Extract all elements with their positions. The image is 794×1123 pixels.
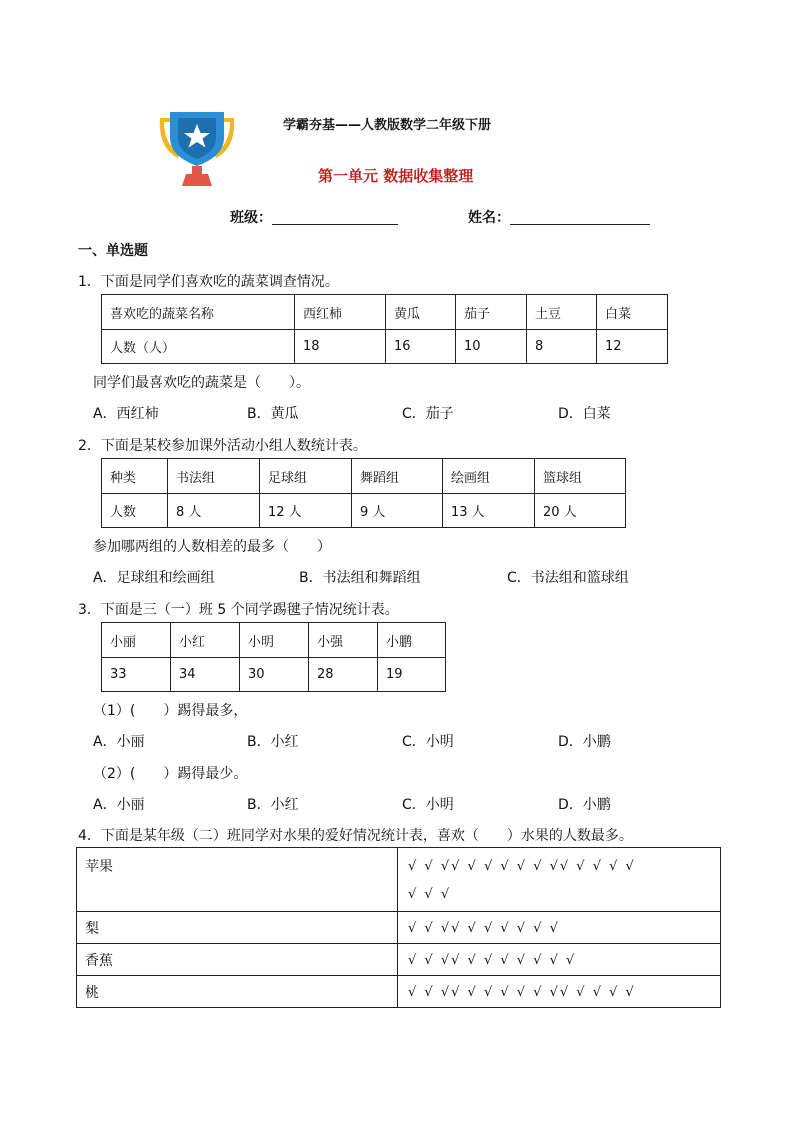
section-heading: 一、单选题	[78, 243, 148, 259]
table-cell: 茄子	[456, 295, 527, 330]
table-cell: 绘画组	[443, 459, 535, 494]
class-label: 班级：	[230, 210, 272, 226]
question-3-stem: 3．下面是三（一）班 5 个同学踢毽子情况统计表。	[78, 602, 399, 618]
table-cell: 舞蹈组	[352, 459, 443, 494]
q1-option-a[interactable]: A．西红柿	[93, 406, 159, 422]
table-cell: 8 人	[168, 494, 260, 528]
q2-option-b[interactable]: B．书法组和舞蹈组	[299, 570, 421, 586]
table-cell: 小红	[171, 623, 240, 658]
table-cell: 10	[456, 330, 527, 364]
table-cell: 人数	[102, 494, 168, 528]
table-cell: 白菜	[597, 295, 668, 330]
table-cell: 9 人	[352, 494, 443, 528]
question-2-prompt: 参加哪两组的人数相差的最多（ ）	[93, 539, 331, 555]
table-cell: 足球组	[260, 459, 352, 494]
tick-marks: √ √ √	[408, 886, 452, 902]
table-cell: 12	[597, 330, 668, 364]
q2-option-a[interactable]: A．足球组和绘画组	[93, 570, 215, 586]
table-cell: 20 人	[535, 494, 626, 528]
fruit-preference-table	[76, 847, 721, 1008]
table-cell: 小鹏	[378, 623, 446, 658]
table-cell: 30	[240, 658, 309, 692]
table-cell: 34	[171, 658, 240, 692]
q3-2-option-a[interactable]: A．小丽	[93, 797, 145, 813]
table-cell: 书法组	[168, 459, 260, 494]
tick-cell	[398, 912, 721, 944]
question-1-stem: 1．下面是同学们喜欢吃的蔬菜调查情况。	[78, 274, 339, 290]
tick-cell	[398, 976, 721, 1008]
table-cell: 西红柿	[295, 295, 386, 330]
q3-2-option-d[interactable]: D．小鹏	[558, 797, 611, 813]
tick-marks: √ √ √√ √ √ √ √ √ √ √	[408, 952, 577, 968]
activity-group-table	[101, 458, 626, 528]
table-cell: 13 人	[443, 494, 535, 528]
q3-2-option-b[interactable]: B．小红	[247, 797, 299, 813]
name-field[interactable]	[510, 206, 650, 225]
fruit-name-cell: 香蕉	[77, 944, 398, 976]
fruit-name-cell: 苹果	[77, 848, 398, 912]
q3-1-option-a[interactable]: A．小丽	[93, 734, 145, 750]
class-field[interactable]	[272, 206, 398, 225]
name-label: 姓名：	[468, 210, 510, 226]
q3-1-option-d[interactable]: D．小鹏	[558, 734, 611, 750]
table-cell: 小强	[309, 623, 378, 658]
table-cell: 土豆	[527, 295, 597, 330]
question-3-sub1: （1）( ）踢得最多，	[93, 703, 248, 719]
trophy-icon	[152, 108, 242, 188]
table-cell: 篮球组	[535, 459, 626, 494]
table-cell: 33	[102, 658, 171, 692]
table-cell: 小丽	[102, 623, 171, 658]
q3-2-option-c[interactable]: C．小明	[402, 797, 454, 813]
table-cell: 喜欢吃的蔬菜名称	[102, 295, 295, 330]
table-cell: 18	[295, 330, 386, 364]
q1-option-b[interactable]: B．黄瓜	[247, 406, 299, 422]
tick-marks: √ √ √√ √ √ √ √ √ √	[408, 920, 560, 936]
question-4-stem: 4．下面是某年级（二）班同学对水果的爱好情况统计表，喜欢（ ）水果的人数最多。	[78, 828, 633, 844]
question-1-prompt: 同学们最喜欢吃的蔬菜是（ ）。	[93, 375, 310, 391]
tick-marks: √ √ √√ √ √ √ √ √ √√ √ √ √ √	[408, 984, 636, 1000]
fruit-name-cell: 桃	[77, 976, 398, 1008]
tick-cell	[398, 944, 721, 976]
table-cell: 16	[386, 330, 456, 364]
vegetable-table	[101, 294, 668, 364]
tick-cell	[398, 848, 721, 912]
q3-1-option-c[interactable]: C．小明	[402, 734, 454, 750]
question-3-sub2: （2）( ）踢得最少。	[93, 766, 248, 782]
table-cell: 黄瓜	[386, 295, 456, 330]
question-2-stem: 2．下面是某校参加课外活动小组人数统计表。	[78, 438, 367, 454]
fruit-name-cell: 梨	[77, 912, 398, 944]
tick-marks: √ √ √√ √ √ √ √ √ √√ √ √ √ √	[408, 858, 636, 874]
page-title: 学霸夯基——人教版数学二年级下册	[283, 118, 492, 133]
table-cell: 种类	[102, 459, 168, 494]
table-cell: 12 人	[260, 494, 352, 528]
shuttlecock-table	[101, 622, 446, 692]
table-cell: 28	[309, 658, 378, 692]
table-cell: 19	[378, 658, 446, 692]
table-cell: 小明	[240, 623, 309, 658]
q3-1-option-b[interactable]: B．小红	[247, 734, 299, 750]
table-cell: 8	[527, 330, 597, 364]
q1-option-d[interactable]: D．白菜	[558, 406, 611, 422]
q2-option-c[interactable]: C．书法组和篮球组	[507, 570, 629, 586]
table-cell: 人数（人）	[102, 330, 295, 364]
q1-option-c[interactable]: C．茄子	[402, 406, 454, 422]
page-subtitle: 第一单元 数据收集整理	[318, 167, 474, 185]
